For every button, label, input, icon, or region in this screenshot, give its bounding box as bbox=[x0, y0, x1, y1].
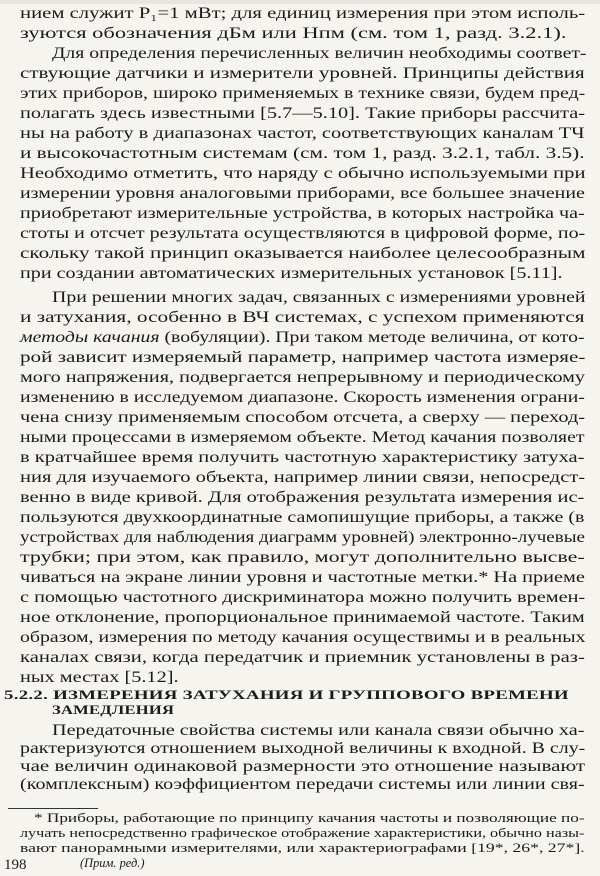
body-line: (комплексным) коэффициентом передачи системы или линии свя- bbox=[20, 775, 585, 793]
body-line: чена снизу применяемым способом отсчета, а сверху — переход- bbox=[20, 408, 586, 426]
body-line: трубки; при этом, как правило, могут дополнительно высве- bbox=[20, 548, 585, 566]
body-line-italic-term: методы качания (вобуляции). При таком методе величина, от кото- bbox=[20, 328, 585, 346]
body-line: при создании автоматических измерительных установок [5.11]. bbox=[20, 264, 563, 282]
footnote-line: лучать непосредственно графическое отображение характеристики, обычно назы- bbox=[20, 826, 585, 840]
body-line: ное отклонение, пропорциональное принимаемой частоте. Таким bbox=[20, 608, 585, 626]
body-line: ными процессами в измеряемом объекте. Метод качания позволяет bbox=[20, 428, 585, 446]
body-line: и высокочастотным системам (см. том 1, разд. 3.2.1, табл. 3.5). bbox=[20, 144, 585, 162]
body-line: каналах связи, когда передатчик и приемник установлены в раз- bbox=[20, 648, 585, 666]
body-line: измерении уровня аналоговыми приборами, все большее значение bbox=[20, 184, 585, 202]
body-line: приобретают измерительные устройства, в которых настройка ча- bbox=[20, 204, 585, 222]
body-line: ствующие датчики и измерители уровней. Принципы действия bbox=[20, 64, 585, 82]
footnote-rule bbox=[8, 808, 98, 809]
body-line: ния для изучаемого объекта, например линии связи, непосредст- bbox=[20, 468, 586, 486]
body-line: образом, измерения по методу качания осуществимы и в реальных bbox=[20, 628, 586, 646]
body-line: чае величин одинаковой размерности это отношение называют bbox=[20, 757, 586, 775]
italic-term: методы качания bbox=[20, 328, 160, 346]
body-line: в кратчайшее время получить частотную характеристику затуха- bbox=[20, 448, 585, 466]
footnote-line: * Приборы, работающие по принципу качания частоты и позволяющие по- bbox=[34, 811, 585, 825]
body-line: При решении многих задач, связанных с измерениями уровней bbox=[52, 288, 586, 306]
body-line: Передаточные свойства системы или канала связи обычно ха- bbox=[52, 721, 585, 739]
body-line: и затухания, особенно в ВЧ системах, с успехом применяются bbox=[20, 308, 585, 326]
body-line: этих приборов, широко применяемых в технике связи, будем пред- bbox=[20, 84, 586, 102]
body-line: нием служит P₁=1 мВт; для единиц измерения при этом исполь- bbox=[20, 4, 586, 22]
body-line: зуются обозначения дБм или Нпм (см. том 1, разд. 3.2.1). bbox=[20, 24, 567, 42]
body-line: чиваться на экране линии уровня и частотные метки.* На приеме bbox=[20, 568, 585, 586]
body-line: изменению в исследуемом диапазоне. Скорость изменения ограни- bbox=[20, 388, 585, 406]
section-heading-continuation: ЗАМЕДЛЕНИЯ bbox=[52, 702, 175, 717]
body-line: скольку такой принцип оказывается наиболее целесообразным bbox=[20, 244, 586, 262]
body-line: пользуются двухкоординатные самопишущие приборы, а также (в bbox=[20, 508, 585, 526]
footnote-line: вают панорамными измерителями, или характериографами [19*, 26*, 27*]. bbox=[20, 841, 585, 855]
body-line: рой зависит измеряемый параметр, например частота измеряе- bbox=[20, 348, 586, 366]
body-line: Необходимо отметить, что наряду с обычно используемыми при bbox=[20, 164, 586, 182]
footnote-line: (Прим. ред.) bbox=[80, 856, 145, 870]
body-line: ных местах [5.12]. bbox=[20, 668, 179, 686]
body-line: с помощью частотного дискриминатора можно получить времен- bbox=[20, 588, 586, 606]
body-line: рактеризуются отношением выходной величины к входной. В слу- bbox=[20, 739, 586, 757]
body-line: венно в виде кривой. Для отображения результата измерения ис- bbox=[20, 488, 585, 506]
body-line: полагать здесь известными [5.7—5.10]. Такие приборы рассчита- bbox=[20, 104, 586, 122]
body-line: устройствах для наблюдения диаграмм уровней) электронно-лучевые bbox=[20, 528, 585, 546]
body-line: стоты и отсчет результата осуществляются в цифровой форме, по- bbox=[20, 224, 586, 242]
body-line: ны на работу в диапазонах частот, соответствующих каналам ТЧ bbox=[20, 124, 585, 142]
body-line: мого напряжения, подвергается непрерывному и периодическому bbox=[20, 368, 586, 386]
page-number: 198 bbox=[4, 857, 27, 873]
body-line: Для определения перечисленных величин необходимы соответ- bbox=[52, 44, 587, 62]
section-heading: 5.2.2. ИЗМЕРЕНИЯ ЗАТУХАНИЯ И ГРУППОВОГО ВРЕМЕНИ bbox=[4, 687, 569, 702]
